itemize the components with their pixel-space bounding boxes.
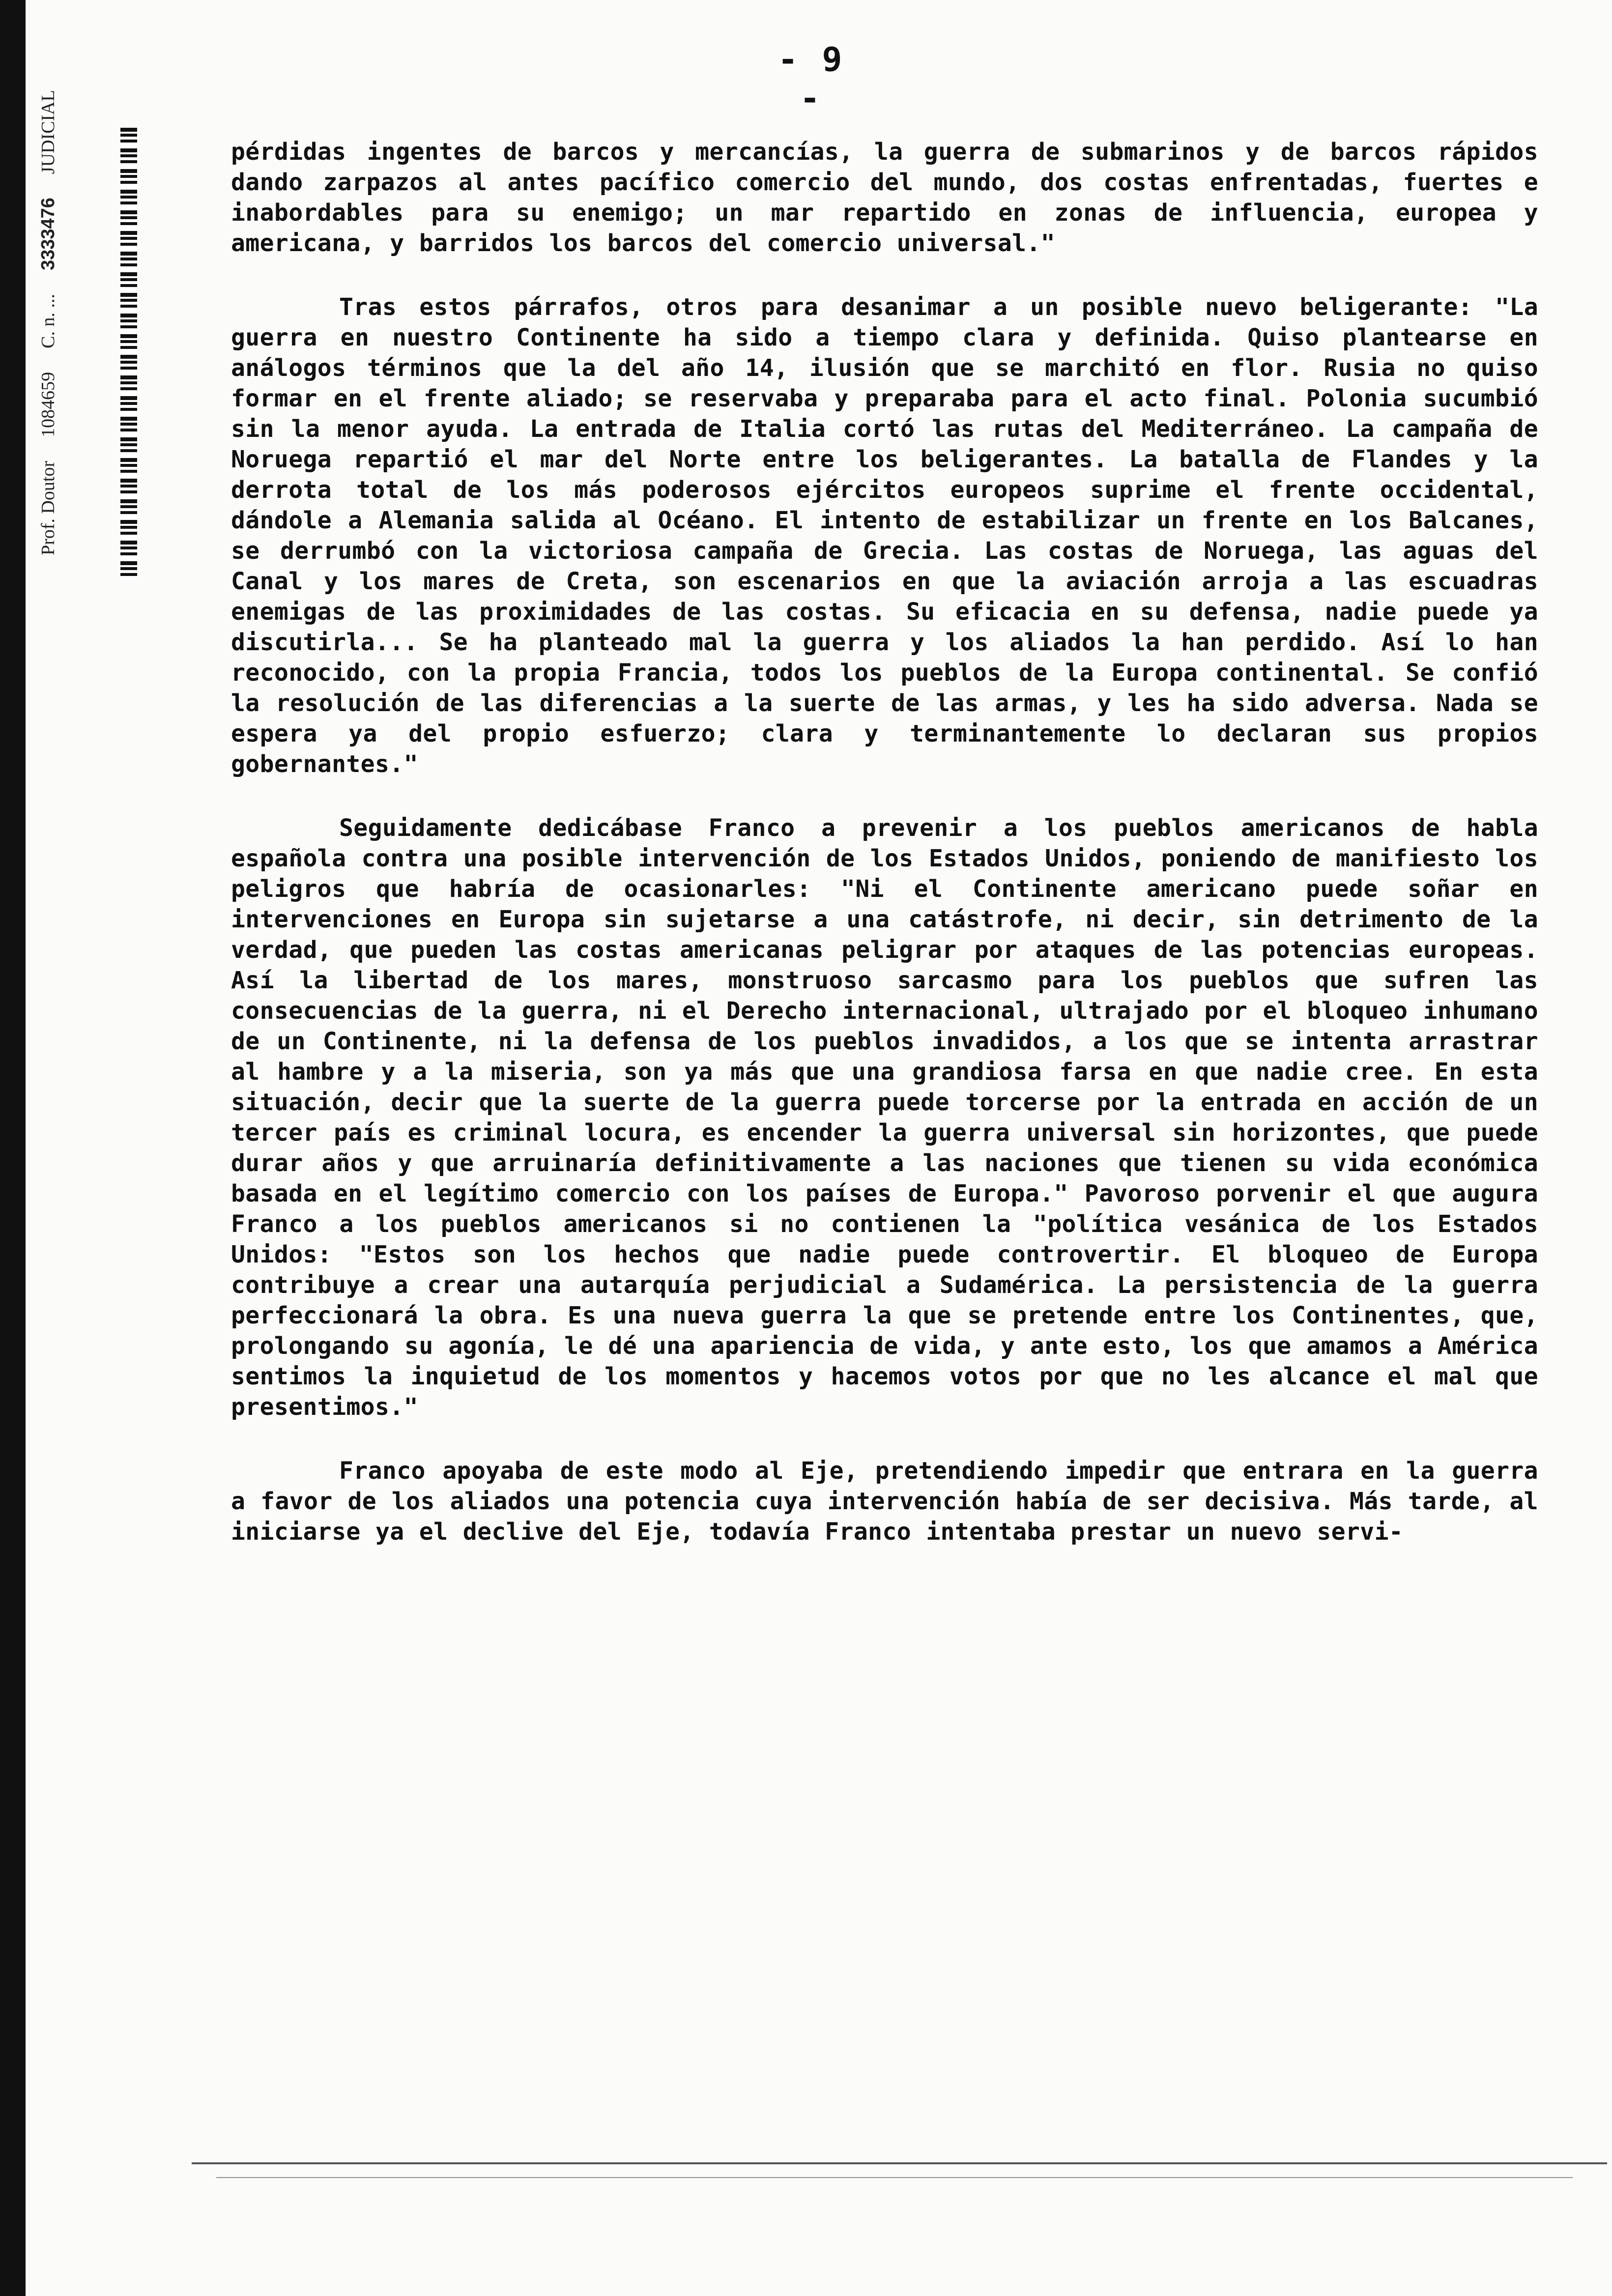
bottom-rule-secondary — [216, 2177, 1573, 2178]
paragraph-4: Franco apoyaba de este modo al Eje, pretendiendo impedir que entrara en la guerra a favor de los aliados una potencia cuya intervención había de ser decisiva. Más tarde, al iniciarse ya el declive del Eje, todavía Franco intentaba prestar un nuevo servi- — [231, 1457, 1538, 1546]
barcode-icon — [120, 128, 137, 580]
stamp-text-5: JUDICIAL — [38, 90, 58, 174]
side-archive-stamp — [37, 25, 59, 555]
typed-document-body — [231, 137, 1538, 1580]
stamp-text-3: C. n. ... — [38, 294, 58, 348]
bottom-rule — [192, 2162, 1607, 2164]
stamp-text-4: 3333476 — [37, 198, 58, 271]
stamp-text-2: 1084659 — [38, 372, 58, 437]
page-number: - 9 - — [777, 40, 844, 118]
paragraph-2: Tras estos párrafos, otros para desanimar a un posible nuevo beligerante: "La guerra en nuestro Continente ha sido a tiempo clara y definida. Quiso plantearse en análogos términos que la del año 14, ilusión que se marchitó en flor. Rusia no quiso formar en el frente aliado; se reservaba y preparaba para el acto final. Polonia sucumbió sin la menor ayuda. La entrada de Italia cortó las rutas del Mediterráneo. La campaña de Noruega repartió el mar del Norte entre los beligerantes. La batalla de Flandes y la derrota total de los más poderosos ejércitos europeos suprime el frente occidental, dándole a Alemania salida al Océano. El intento de estabilizar un frente en los Balcanes, se derrumbó con la victoriosa campaña de Grecia. Las costas de Noruega, las aguas del Canal y los mares de Creta, son escenarios en que la aviación arroja a las escuadras enemigas de las proximidades de las costas. Su eficacia en su defensa, nadie puede ya discutirla... Se ha planteado mal la guerra y los aliados la han perdido. Así lo han reconocido, con la propia Francia, todos los pueblos de la Europa continental. Se confió la resolución de las diferencias a la suerte de las armas, y les ha sido adversa. Nada se espera ya del propio esfuerzo; clara y terminantemente lo declaran sus propios gobernantes." — [231, 293, 1538, 778]
scan-edge — [0, 0, 26, 2296]
stamp-text-1: Prof. Doutor — [38, 460, 58, 555]
paragraph-3: Seguidamente dedicábase Franco a prevenir a los pueblos americanos de habla española contra una posible intervención de los Estados Unidos, poniendo de manifiesto los peligros que habría de ocasionarles: "Ni el Continente americano puede soñar en intervenciones en Europa sin sujetarse a una catástrofe, ni decir, sin detrimento de la verdad, que pueden las costas americanas peligrar por ataques de las potencias europeas. Así la libertad de los mares, monstruoso sarcasmo para los pueblos que sufren las consecuencias de la guerra, ni el Derecho internacional, ultrajado por el bloqueo inhumano de un Continente, ni la defensa de los pueblos invadidos, a los que se intenta arrastrar al hambre y a la miseria, son ya más que una grandiosa farsa en que nadie cree. En esta situación, decir que la suerte de la guerra puede torcerse por la entrada en acción de un tercer país es criminal locura, es encender la guerra universal sin horizontes, que puede durar años y que arruinaría definitivamente a las naciones que tienen su vida económica basada en el legítimo comercio con los países de Europa." Pavoroso porvenir el que augura Franco a los pueblos americanos si no contienen la "política vesánica de los Estados Unidos: "Estos son los hechos que nadie puede controvertir. El bloqueo de Europa contribuye a crear una autarquía perjudicial a Sudamérica. La persistencia de la guerra perfeccionará la obra. Es una nueva guerra la que se pretende entre los Continentes, que, prolongando su agonía, le dé una apariencia de vida, y ante esto, los que amamos a América sentimos la inquietud de los momentos y hacemos votos por que no les alcance el mal que presentimos." — [231, 814, 1538, 1421]
paragraph-1: pérdidas ingentes de barcos y mercancías, la guerra de submarinos y de barcos rápidos dando zarpazos al antes pacífico comercio del mundo, dos costas enfrentadas, fuertes e inabordables para su enemigo; un mar repartido en zonas de influencia, europea y americana, y barridos los barcos del comercio universal." — [231, 138, 1538, 257]
